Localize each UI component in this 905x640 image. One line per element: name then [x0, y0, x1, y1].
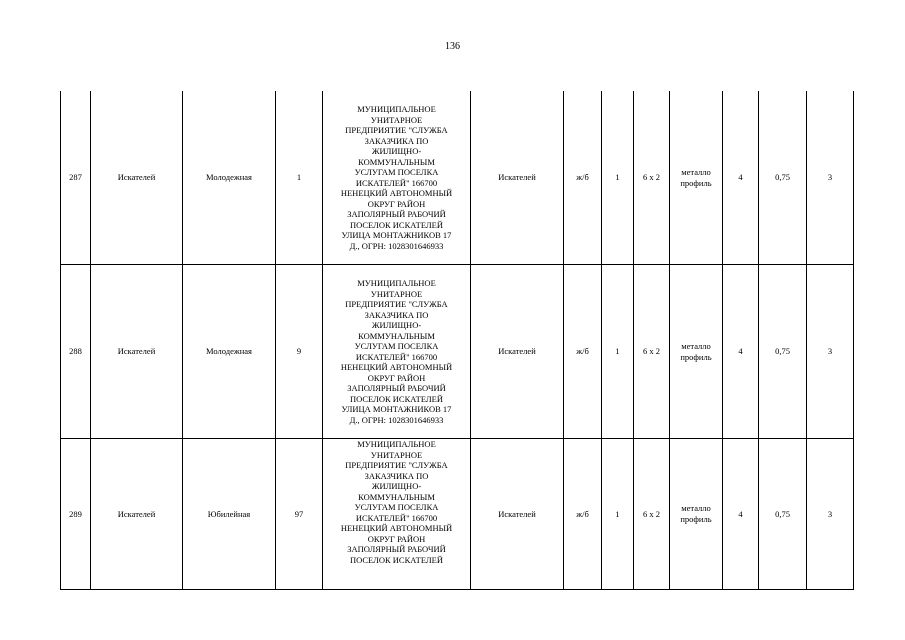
owner-line: ОКРУГ РАЙОН [367, 372, 426, 383]
surface-material-cell: ж/б [564, 439, 602, 590]
site-count-cell: 1 [602, 265, 634, 439]
owner-line: УНИТАРНОЕ [370, 288, 423, 299]
container-volume-cell: 0,75 [759, 91, 807, 265]
container-volume-cell: 0,75 [759, 265, 807, 439]
owner-line: ЗАКАЗЧИКА ПО [364, 309, 429, 320]
owner-line: ПРЕДПРИЯТИЕ "СЛУЖБА [345, 299, 448, 309]
table-row [61, 91, 854, 265]
site-count-cell: 1 [602, 439, 634, 590]
owner-line: ЗАПОЛЯРНЫЙ РАБОЧИЙ [347, 209, 446, 219]
owner-line: КОММУНАЛЬНЫМ [358, 330, 435, 341]
owner-line: ИСКАТЕЛЕЙ" 166700 [355, 512, 438, 523]
owner-line: МУНИЦИПАЛЬНОЕ [357, 278, 436, 288]
site-size-cell: 6 x 2 [634, 91, 670, 265]
owner-line: УСЛУГАМ ПОСЕЛКА [354, 341, 439, 351]
house-number-cell: 1 [276, 91, 323, 265]
owner-line: НЕНЕЦКИЙ АВТОНОМНЫЙ [340, 362, 453, 372]
street-cell: Молодежная [183, 91, 276, 265]
source-cell: Искателей [471, 91, 564, 265]
owner-line: ЖИЛИЩНО- [371, 481, 422, 491]
owner-line: ПОСЕЛОК ИСКАТЕЛЕЙ [349, 393, 444, 404]
house-number-cell: 9 [276, 265, 323, 439]
owner-line: ОКРУГ РАЙОН [367, 533, 426, 544]
owner-line: КОММУНАЛЬНЫМ [358, 156, 435, 167]
owner-line: ИСКАТЕЛЕЙ" 166700 [355, 351, 438, 362]
owner-cell [323, 265, 471, 439]
fence-line: металло [681, 340, 711, 351]
settlement-cell: Искателей [91, 265, 183, 439]
owner-line: ИСКАТЕЛЕЙ" 166700 [355, 177, 438, 188]
owner-line: УСЛУГАМ ПОСЕЛКА [354, 167, 439, 177]
fence-material-cell [670, 91, 723, 265]
owner-line: НЕНЕЦКИЙ АВТОНОМНЫЙ [340, 523, 453, 533]
row-number-cell: 289 [61, 439, 91, 590]
owner-line: МУНИЦИПАЛЬНОЕ [357, 439, 436, 449]
owner-line: ЖИЛИЩНО- [371, 146, 422, 156]
owner-line: ПРЕДПРИЯТИЕ "СЛУЖБА [345, 460, 448, 470]
fence-line: профиль [680, 514, 712, 524]
registry-table [60, 91, 854, 590]
row-number-cell: 288 [61, 265, 91, 439]
street-cell: Юбилейная [183, 439, 276, 590]
owner-line: ЖИЛИЩНО- [371, 320, 422, 330]
owner-line: УНИТАРНОЕ [370, 114, 423, 125]
container-count-cell: 4 [723, 91, 759, 265]
fence-line: профиль [680, 351, 712, 362]
table-row [61, 439, 854, 590]
owner-line: ЗАПОЛЯРНЫЙ РАБОЧИЙ [347, 383, 446, 393]
frequency-cell: 3 [807, 91, 854, 265]
owner-line: ПОСЕЛОК ИСКАТЕЛЕЙ [349, 554, 444, 565]
owner-line: Д., ОГРН: 1028301646933 [349, 240, 444, 251]
page-number: 136 [445, 41, 460, 52]
source-cell: Искателей [471, 265, 564, 439]
source-cell: Искателей [471, 439, 564, 590]
owner-line: УСЛУГАМ ПОСЕЛКА [354, 502, 439, 512]
owner-line: КОММУНАЛЬНЫМ [358, 491, 435, 502]
street-cell: Молодежная [183, 265, 276, 439]
frequency-cell: 3 [807, 439, 854, 590]
fence-line: металло [681, 503, 711, 513]
container-count-cell: 4 [723, 439, 759, 590]
owner-line: ПОСЕЛОК ИСКАТЕЛЕЙ [349, 219, 444, 230]
container-volume-cell: 0,75 [759, 439, 807, 590]
house-number-cell: 97 [276, 439, 323, 590]
owner-line: Д., ОГРН: 1028301646933 [349, 414, 444, 425]
fence-line: профиль [680, 177, 712, 188]
container-count-cell: 4 [723, 265, 759, 439]
owner-line: ЗАКАЗЧИКА ПО [364, 470, 429, 481]
owner-line: ЗАКАЗЧИКА ПО [364, 135, 429, 146]
site-count-cell: 1 [602, 91, 634, 265]
row-number-cell: 287 [61, 91, 91, 265]
fence-line: металло [681, 166, 711, 177]
owner-line: ОКРУГ РАЙОН [367, 198, 426, 209]
surface-material-cell: ж/б [564, 265, 602, 439]
owner-line: УЛИЦА МОНТАЖНИКОВ 17 [341, 230, 452, 240]
owner-line: ЗАПОЛЯРНЫЙ РАБОЧИЙ [347, 544, 446, 554]
table-row [61, 265, 854, 439]
settlement-cell: Искателей [91, 91, 183, 265]
site-size-cell: 6 x 2 [634, 439, 670, 590]
fence-material-cell [670, 265, 723, 439]
surface-material-cell: ж/б [564, 91, 602, 265]
owner-cell [323, 91, 471, 265]
settlement-cell: Искателей [91, 439, 183, 590]
owner-cell [323, 439, 471, 590]
owner-line: НЕНЕЦКИЙ АВТОНОМНЫЙ [340, 188, 453, 198]
owner-line: МУНИЦИПАЛЬНОЕ [357, 104, 436, 114]
owner-line: ПРЕДПРИЯТИЕ "СЛУЖБА [345, 125, 448, 135]
owner-line: УНИТАРНОЕ [370, 449, 423, 460]
owner-line: УЛИЦА МОНТАЖНИКОВ 17 [341, 404, 452, 414]
frequency-cell: 3 [807, 265, 854, 439]
fence-material-cell [670, 439, 723, 590]
site-size-cell: 6 x 2 [634, 265, 670, 439]
